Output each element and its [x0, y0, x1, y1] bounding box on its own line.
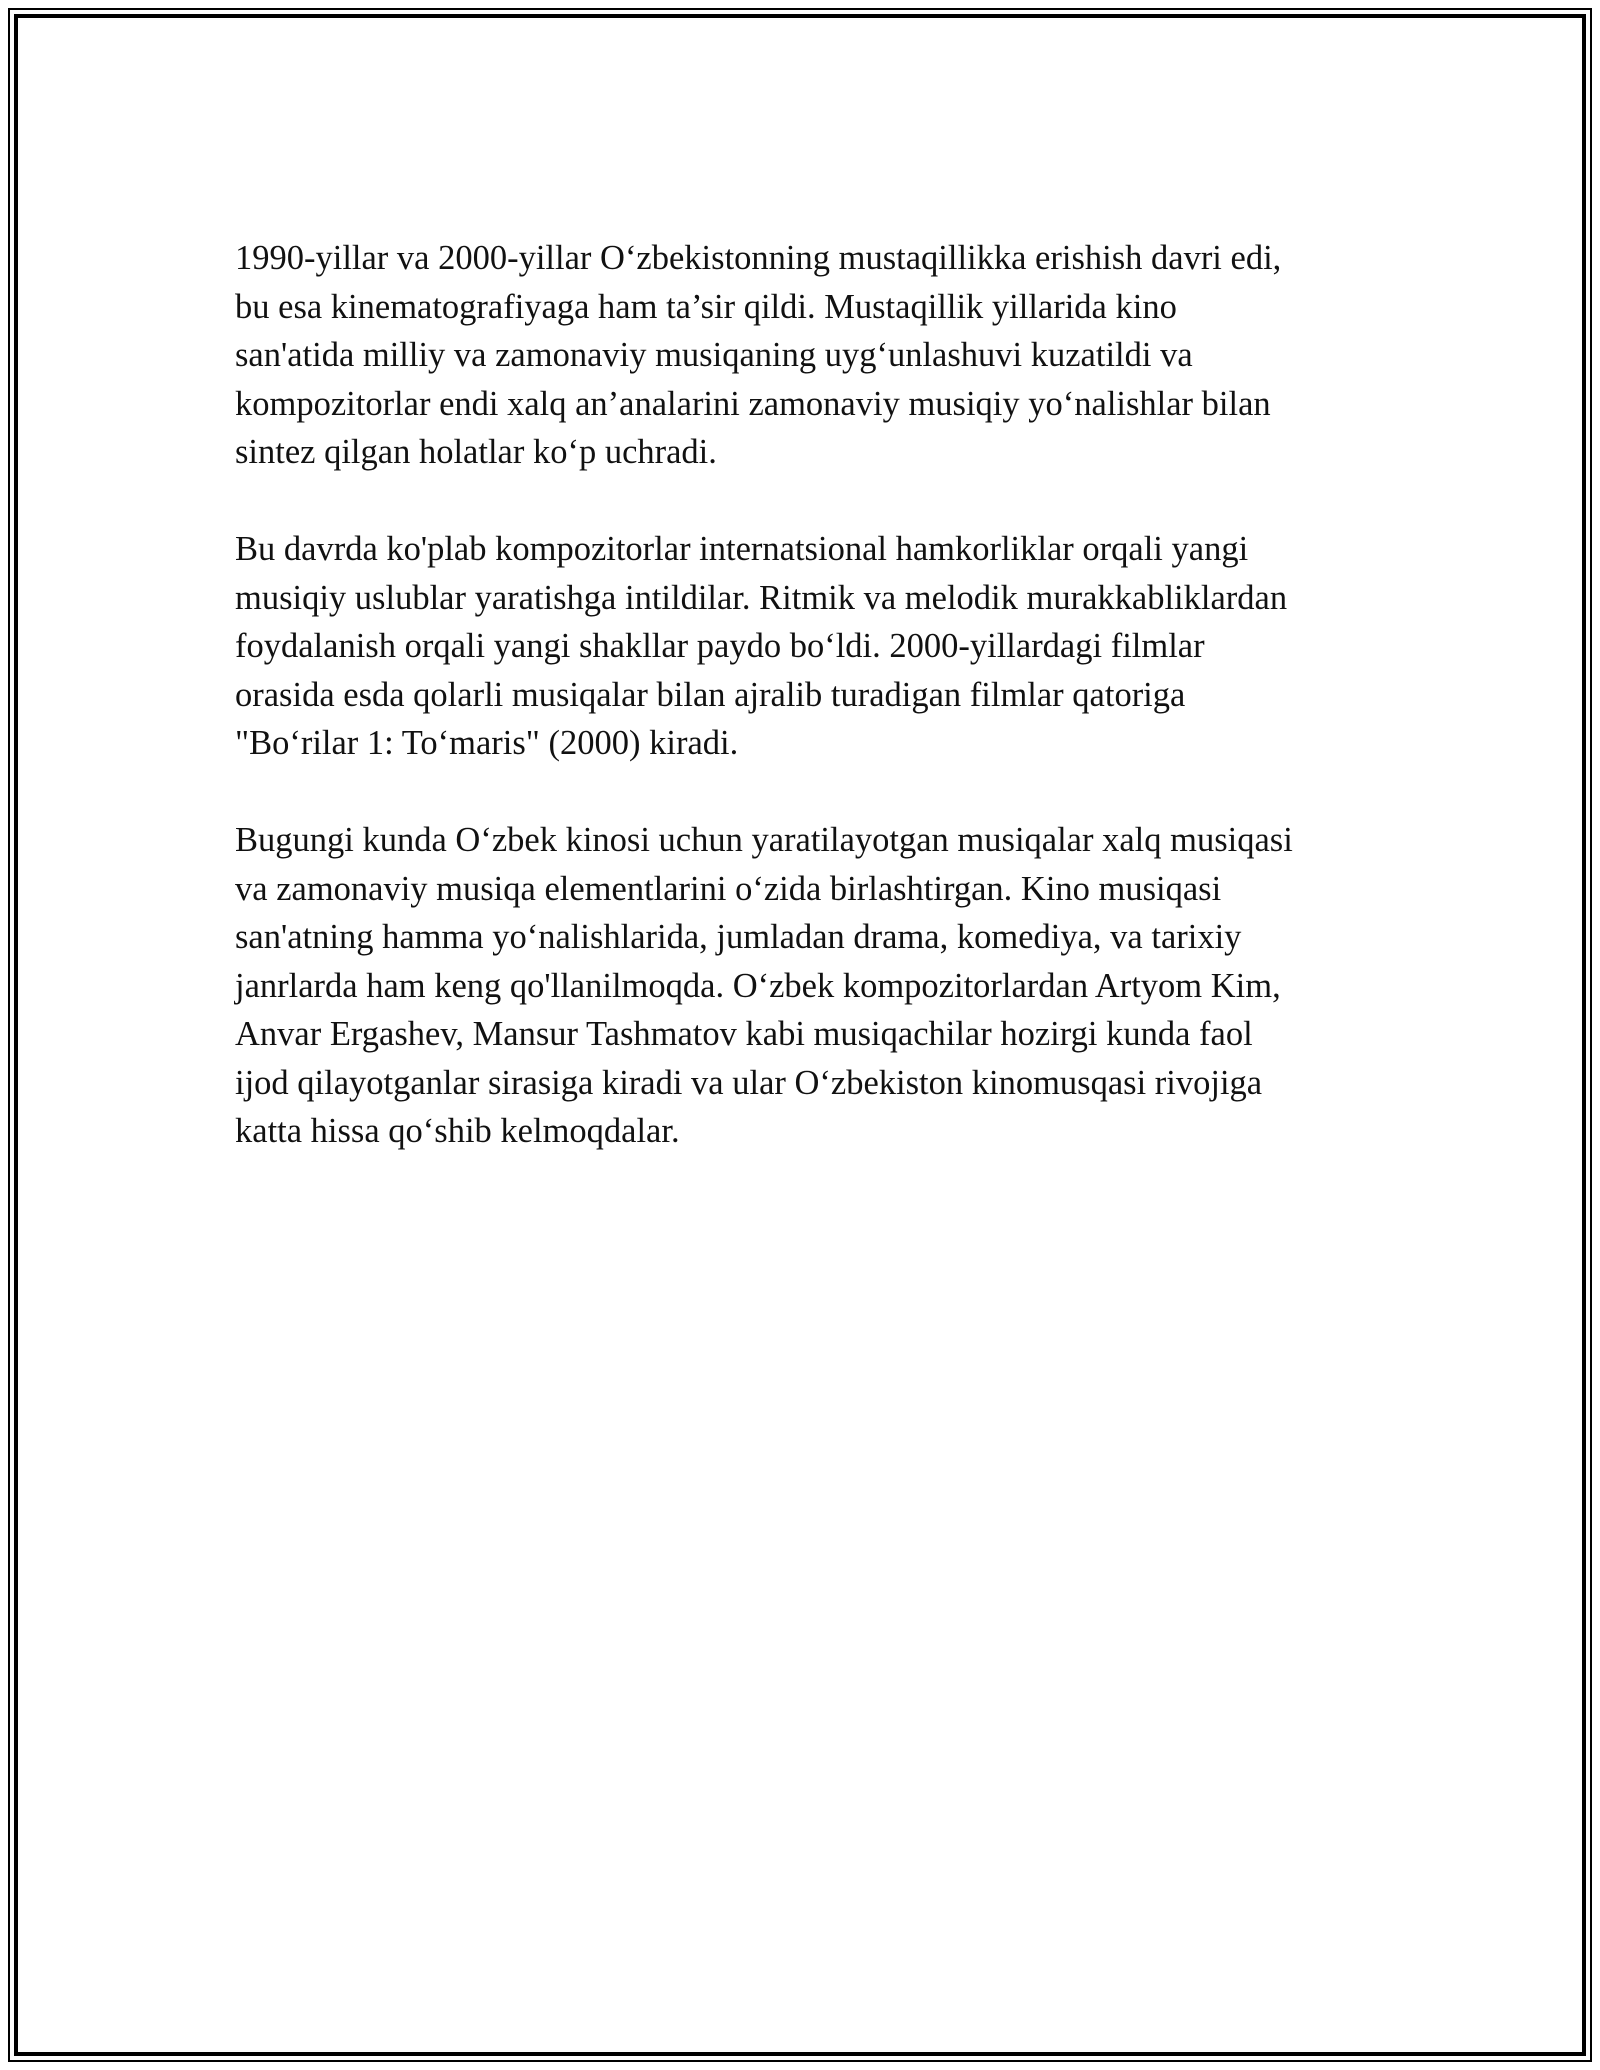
text-line: Bu davrda ko'plab kompozitorlar internatsional hamkorliklar orqali yangi — [235, 530, 1249, 568]
text-line: ijod qilayotganlar sirasiga kiradi va ular O‘zbekiston kinomusqasi rivojiga — [235, 1063, 1263, 1102]
text-line: musiqiy uslublar yaratishga intildilar. Ritmik va melodik murakkabliklardan — [235, 578, 1288, 617]
text-line: kompozitorlar endi xalq an’analarini zamonaviy musiqiy yo‘nalishlar bilan — [235, 384, 1271, 423]
text-line: va zamonaviy musiqa elementlarini o‘zida birlashtirgan. Kino musiqasi — [235, 869, 1222, 908]
text-line: bu esa kinematografiyaga ham ta’sir qildi. Mustaqillik yillarida kino — [235, 287, 1177, 326]
text-line: "Bo‘rilar 1: To‘maris" (2000) kiradi. — [235, 724, 739, 762]
text-line: 1990-yillar va 2000-yillar O‘zbekistonning mustaqillikka erishish davri edi, — [235, 239, 1282, 277]
text-line: san'atning hamma yo‘nalishlarida, jumladan drama, komediya, va tarixiy — [235, 918, 1242, 956]
paragraph-2 — [235, 525, 1365, 768]
paragraph-3 — [235, 816, 1365, 1156]
document-body — [235, 234, 1365, 1204]
text-line: foydalanish orqali yangi shakllar paydo bo‘ldi. 2000-yillardagi filmlar — [235, 627, 1205, 665]
text-line: Bugungi kunda O‘zbek kinosi uchun yaratilayotgan musiqalar xalq musiqasi — [235, 821, 1293, 859]
text-line: katta hissa qo‘shib kelmoqdalar. — [235, 1112, 680, 1150]
paragraph-1 — [235, 234, 1365, 477]
text-line: sintez qilgan holatlar ko‘p uchradi. — [235, 433, 717, 471]
text-line: san'atida milliy va zamonaviy musiqaning uyg‘unlashuvi kuzatildi va — [235, 336, 1193, 374]
text-line: orasida esda qolarli musiqalar bilan ajralib turadigan filmlar qatoriga — [235, 675, 1186, 714]
text-line: Anvar Ergashev, Mansur Tashmatov kabi musiqachilar hozirgi kunda faol — [235, 1015, 1253, 1053]
text-line: janrlarda ham keng qo'llanilmoqda. O‘zbek kompozitorlardan Artyom Kim, — [235, 966, 1281, 1005]
